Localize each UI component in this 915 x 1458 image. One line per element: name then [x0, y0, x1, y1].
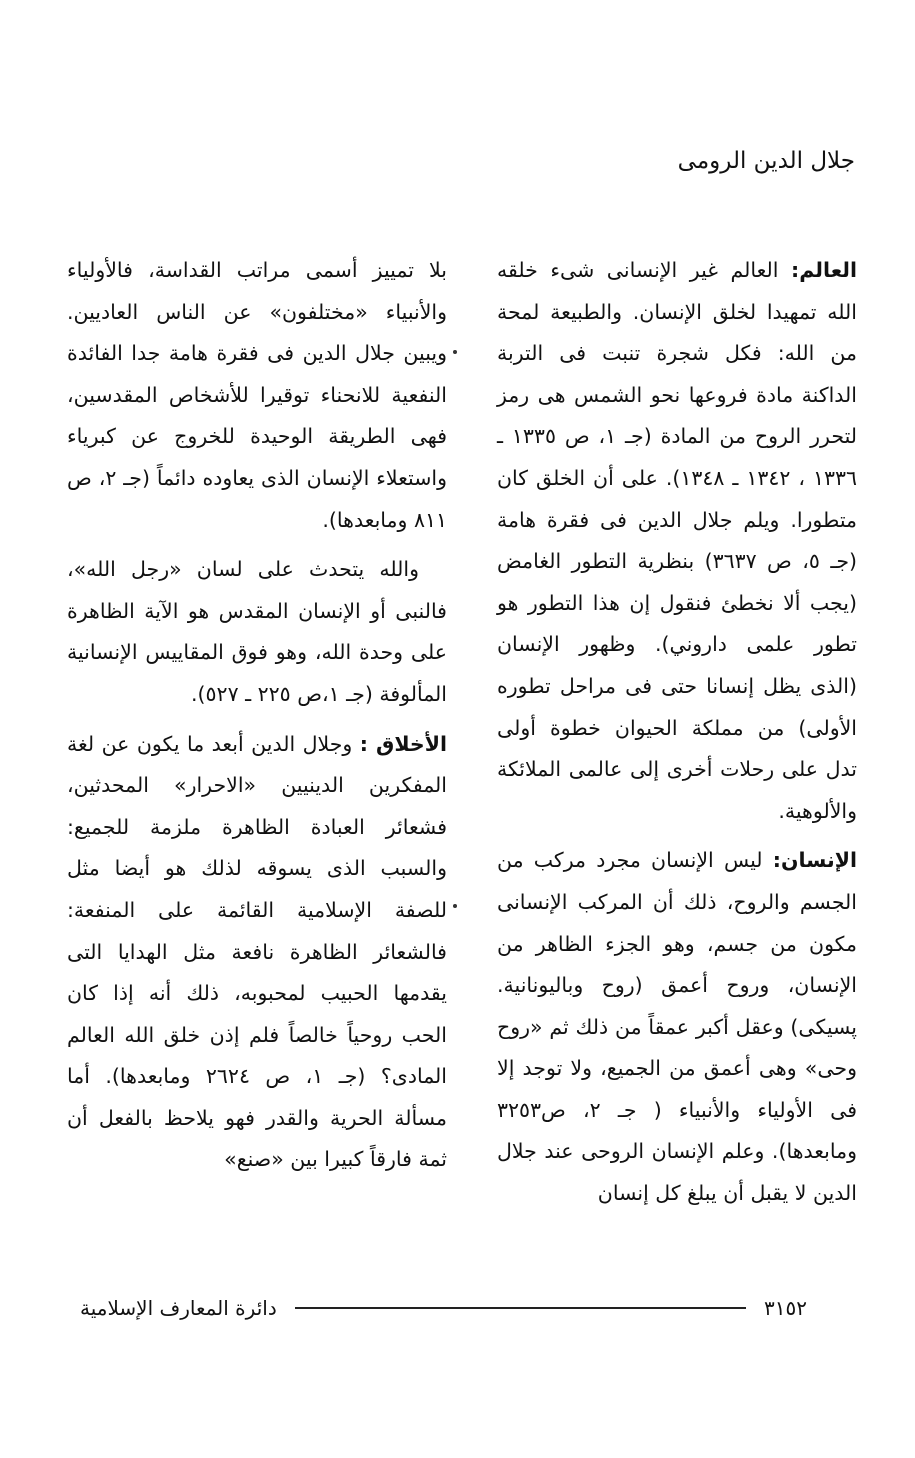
print-speck [453, 350, 457, 354]
page-number: ٣١٥٢ [764, 1296, 807, 1320]
paragraph-human [497, 840, 857, 1214]
term-world: العالم: [791, 258, 857, 282]
paragraph-human-text: ليس الإنسان مجرد مركب من الجسم والروح، ذلك أن المركب الإنسانى مكون من جسم، وهو الجزء الظاهر من الإنسان، وروح أعمق (روح وباليونانية. پسيكى) وعقل أكبر عمقاً من ذلك ثم «روح وحى» وهى أعمق من الجميع، ولا توجد إلا فى الأولياء والأنبياء ( جـ ٢، ص٣٢٥٣ ومابعدها). وعلم الإنسان الروحى عند جلال الدين لا يقبل أن يبلغ كل إنسان [497, 848, 858, 1206]
page-footer [80, 1296, 845, 1320]
paragraph-ethics-text: وجلال الدين أبعد ما يكون عن لغة المفكرين الدينيين «الاحرار» المحدثين، فشعائر العبادة الظاهرة ملزمة للجميع: والسبب الذى يسوقه لذلك هو أيضا مثل للصفة الإسلامية القائمة على المنفعة: فالشعائر الظاهرة نافعة مثل الهدايا التى يقدمها الحبيب لمحبوبه، ذلك أنه إذا كان الحب روحياً خالصاً فلم إذن خلق الله العالم المادى؟ (جـ ١، ص ٢٦٢٤ ومابعدها). أما مسألة الحرية والقدر فهو يلاحظ بالفعل أن ثمة فارقاً كبيرا بين «صنع» [67, 731, 447, 1172]
left-column [67, 250, 447, 1181]
paragraph-world-text: العالم غير الإنسانى شىء خلقه الله تمهيدا لخلق الإنسان. والطبيعة لمحة من الله: فكل شجرة تنبت فى التربة الداكنة مادة فروعها نحو الشمس هى رمز لتحرر الروح من المادة (جـ ١، ص ١٣٣٥ ـ ١٣٣٦ ، ١٣٤٢ ـ ١٣٤٨). على أن الخلق كان متطورا. ويلم جلال الدين فى فقرة هامة (جـ ٥، ص ٣٦٣٧) بنظرية التطور الغامض (يجب ألا نخطئ فنقول إن هذا التطور هو تطور علمى داروني). وظهور الإنسان (الذى يظل إنسانا حتى فى مراحل تطوره الأولى) من مملكة الحيوان خطوة أولى تدل على رحلات أخرى إلى عالمى الملائكة والألوهية. [497, 258, 858, 823]
footer-rule [295, 1307, 746, 1309]
paragraph-ethics [67, 724, 447, 1182]
term-ethics: الأخلاق : [359, 731, 447, 756]
print-speck [453, 904, 457, 908]
term-human: الإنسان: [772, 848, 857, 873]
right-column [497, 250, 857, 1215]
paragraph-man-of-god: والله يتحدث على لسان «رجل الله»، فالنبى أو الإنسان المقدس هو الآية الظاهرة على وحدة الله، وهو فوق المقاييس الإنسانية المألوفة (جـ ١،ص ٢٢٥ ـ ٥٢٧). [67, 557, 447, 706]
paragraph-saints: بلا تمييز أسمى مراتب القداسة، فالأولياء والأنبياء «مختلفون» عن الناس العاديين. ويبين جلال الدين فى فقرة هامة جدا الفائدة النفعية للانحناء توقيرا للأشخاص المقدسين، فهى الطريقة الوحيدة للخروج عن كبرياء واستعلاء الإنسان الذى يعاوده دائماً (جـ ٢، ص ٨١١ ومابعدها). [67, 258, 447, 532]
publication-title: دائرة المعارف الإسلامية [80, 1296, 277, 1320]
paragraph-world [497, 250, 857, 832]
running-title: جلال الدين الرومى [677, 148, 855, 174]
